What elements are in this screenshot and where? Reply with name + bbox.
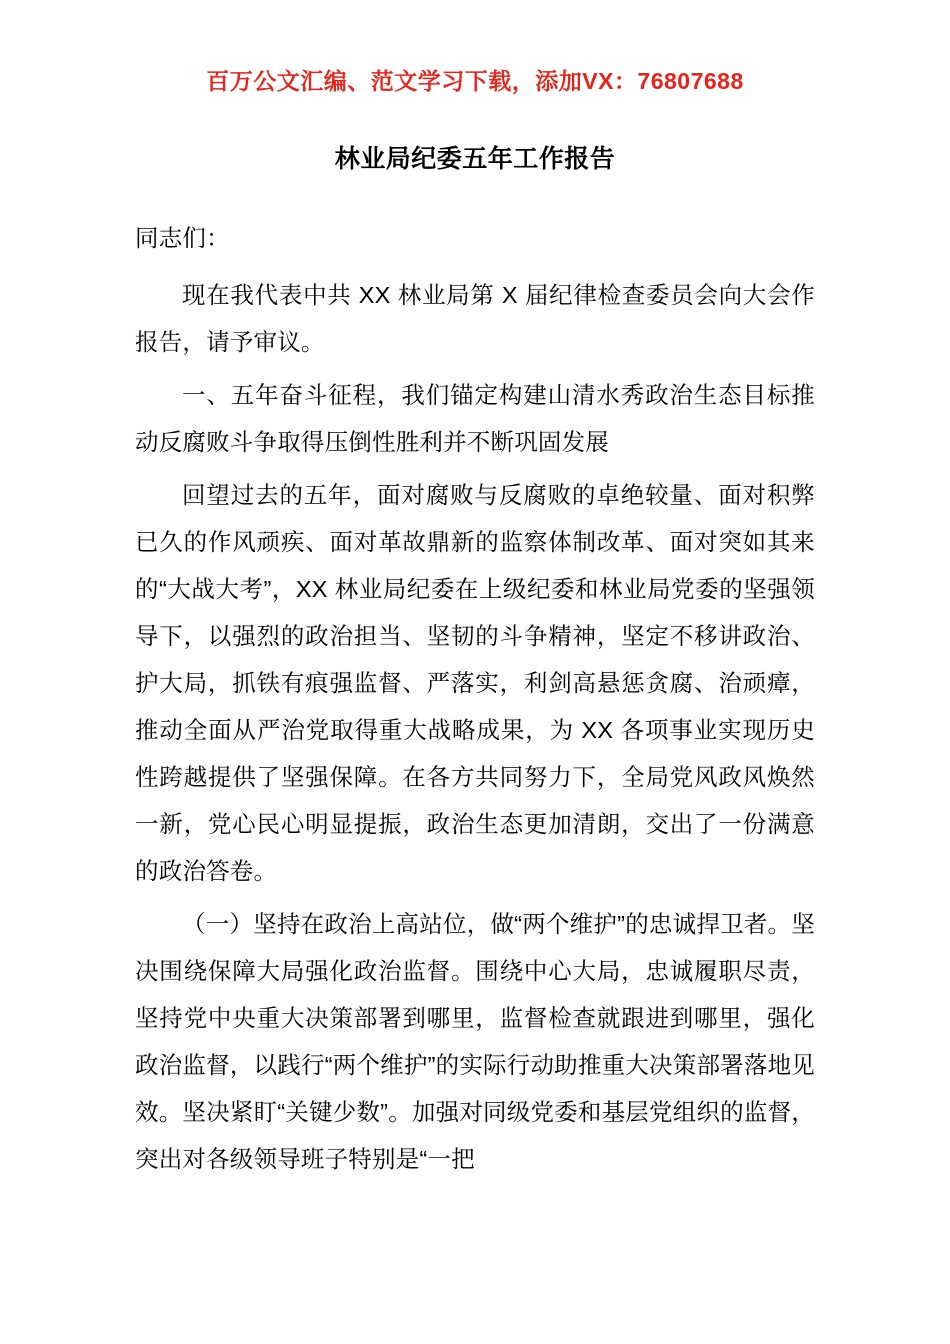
paragraph-section-one-heading: 一、五年奋斗征程，我们锚定构建山清水秀政治生态目标推动反腐败斗争取得压倒性胜利并不断巩固发展 xyxy=(135,382,815,456)
paragraph-salutation: 同志们： xyxy=(135,225,230,252)
document-body xyxy=(135,215,815,1183)
promo-banner: 百万公文汇编、范文学习下载，添加VX：76807688 xyxy=(206,68,744,94)
paragraph-section-one-body: 回望过去的五年，面对腐败与反腐败的卓绝较量、面对积弊已久的作风顽疾、面对革故鼎新的监察体制改革、面对突如其来的“大战大考”，XX 林业局纪委在上级纪委和林业局党委的坚强领导下，以强烈的政治担当、坚韧的斗争精神，坚定不移讲政治、护大局，抓铁有痕强监督、严落实，利剑高悬惩贪腐、治顽瘴，推动全面从严治党取得重大战略成果，为 XX 各项事业实现历史性跨越提供了坚强保障。在各方共同努力下，全局党风政风焕然一新，党心民心明显提振，政治生态更加清朗，交出了一份满意的政治答卷。 xyxy=(135,482,815,885)
paragraph-opening: 现在我代表中共 XX 林业局第 X 届纪律检查委员会向大会作报告，请予审议。 xyxy=(135,282,815,356)
page-title: 林业局纪委五年工作报告 xyxy=(334,144,616,173)
paragraph-subsection-one: （一）坚持在政治上高站位，做“两个维护”的忠诚捍卫者。坚决围绕保障大局强化政治监督。围绕中心大局，忠诚履职尽责，坚持党中央重大决策部署到哪里，监督检查就跟进到哪里，强化政治监督，以践行“两个维护”的实际行动助推重大决策部署落地见效。坚决紧盯“关键少数”。加强对同级党委和基层党组织的监督，突出对各级领导班子特别是“一把 xyxy=(135,911,815,1173)
